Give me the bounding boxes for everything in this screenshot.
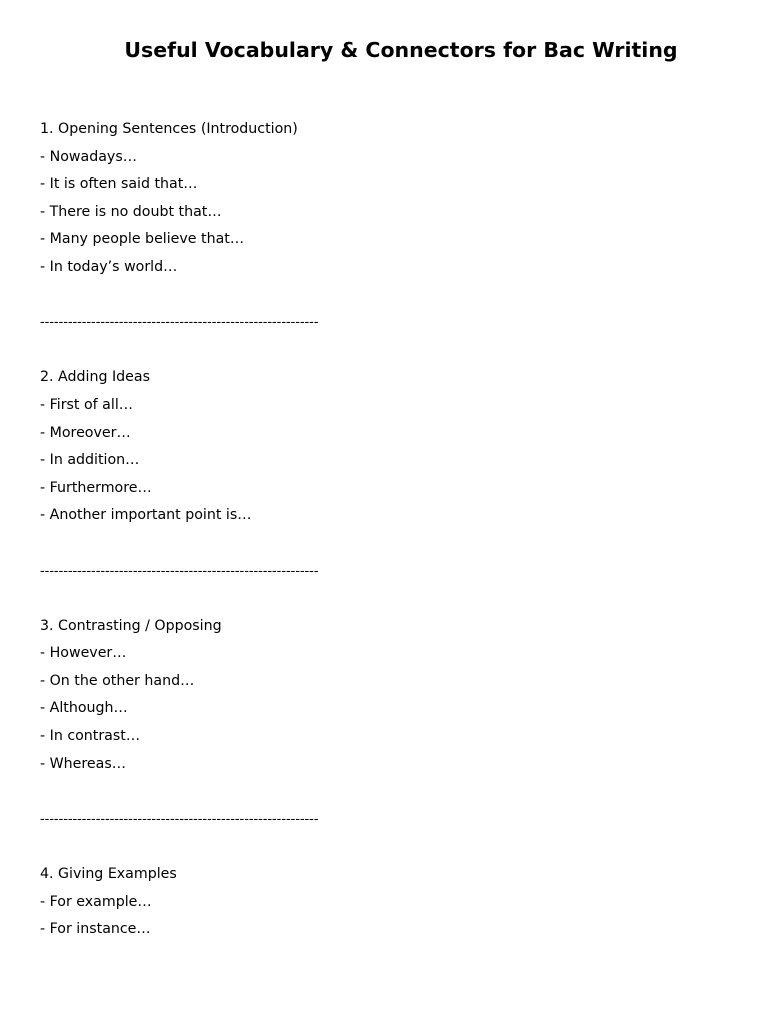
blank-line <box>40 778 740 806</box>
list-item: - In today’s world… <box>40 258 178 275</box>
connector-list <box>40 392 740 530</box>
connector-list <box>40 640 740 778</box>
list-item: - Whereas… <box>40 755 126 772</box>
list-item: - First of all… <box>40 396 133 413</box>
page-title: Useful Vocabulary & Connectors for Bac Writing <box>124 38 678 62</box>
list-item: - There is no doubt that… <box>40 203 222 220</box>
blank-line <box>40 282 740 310</box>
blank-line <box>40 337 740 365</box>
section-heading: 2. Adding Ideas <box>40 369 150 386</box>
connector-list <box>40 144 740 282</box>
list-item: - Another important point is… <box>40 507 252 524</box>
blank-line <box>40 585 740 613</box>
list-item: - Furthermore… <box>40 479 152 496</box>
section-separator: ------------------------------------------------------------ <box>40 563 319 579</box>
section-heading: 3. Contrasting / Opposing <box>40 617 222 634</box>
blank-line <box>40 530 740 558</box>
section-separator: ------------------------------------------------------------ <box>40 811 319 827</box>
section-heading: 1. Opening Sentences (Introduction) <box>40 121 298 137</box>
list-item: - Although… <box>40 700 128 717</box>
list-item: - For instance… <box>40 921 151 938</box>
list-item: - For example… <box>40 893 152 910</box>
section-adding-ideas <box>40 364 740 530</box>
list-item: - On the other hand… <box>40 672 195 689</box>
section-contrasting <box>40 613 740 779</box>
list-item: - However… <box>40 645 127 662</box>
connector-list <box>40 889 740 944</box>
list-item: - It is often said that… <box>40 176 198 193</box>
section-separator: ------------------------------------------------------------ <box>40 315 319 331</box>
document-body <box>40 116 740 944</box>
section-opening-sentences <box>40 116 740 282</box>
blank-line <box>40 833 740 861</box>
list-item: - Nowadays… <box>40 148 137 165</box>
list-item: - In addition… <box>40 452 140 469</box>
section-giving-examples <box>40 861 740 944</box>
list-item: - Many people believe that… <box>40 231 245 248</box>
list-item: - Moreover… <box>40 424 131 441</box>
section-heading: 4. Giving Examples <box>40 866 177 883</box>
list-item: - In contrast… <box>40 728 141 745</box>
